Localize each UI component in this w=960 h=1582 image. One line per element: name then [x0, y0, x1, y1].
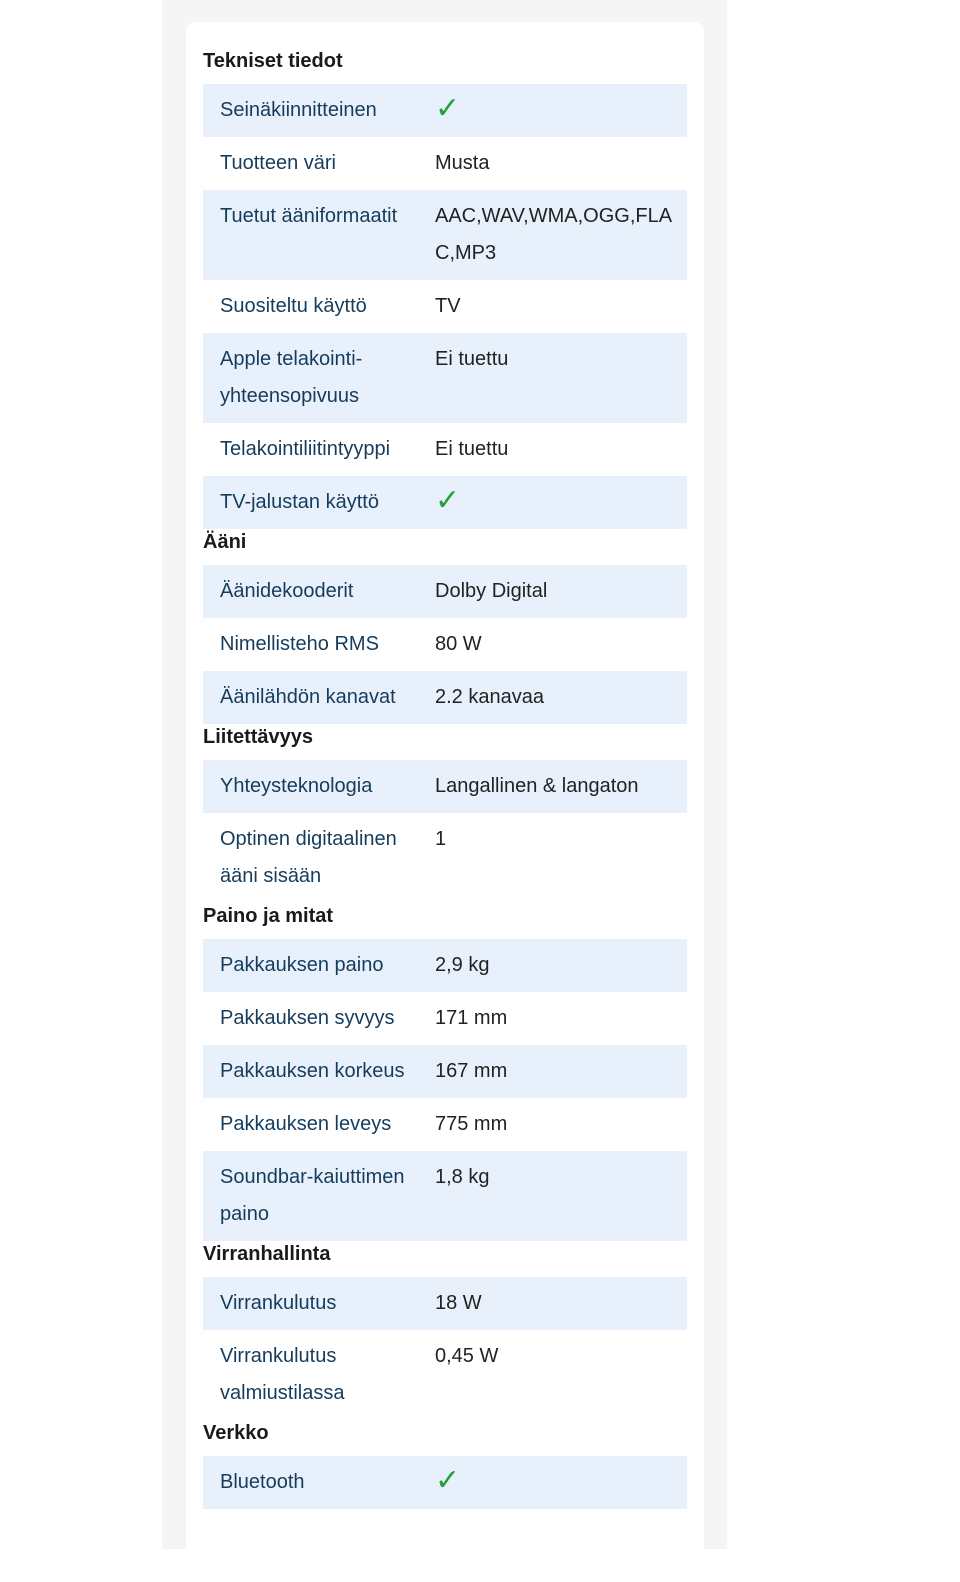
spec-value: 1,8 kg: [435, 1166, 490, 1188]
spec-value: 2,9 kg: [435, 954, 490, 976]
spec-row: [203, 190, 687, 280]
spec-row: [203, 333, 687, 423]
spec-label: Apple telakointi-yhteensopivuus: [220, 348, 363, 407]
section-title: Virranhallinta: [203, 1243, 331, 1265]
spec-card: [186, 22, 704, 1582]
spec-value: 1: [435, 828, 447, 850]
spec-row: [203, 760, 687, 813]
spec-row: [203, 1456, 687, 1509]
spec-row: [203, 84, 687, 137]
spec-row: [203, 137, 687, 190]
spec-value: Musta: [435, 152, 490, 174]
section-title: Liitettävyys: [203, 726, 314, 748]
spec-label: Äänidekooderit: [220, 580, 354, 602]
page-background: [162, 0, 727, 1549]
spec-row: [203, 618, 687, 671]
spec-row: [203, 1277, 687, 1330]
spec-row: [203, 280, 687, 333]
spec-label: Bluetooth: [220, 1471, 305, 1493]
spec-value: Dolby Digital: [435, 580, 548, 602]
checkmark-icon: ✓: [435, 1464, 461, 1497]
spec-label: Optinen digitaalinen ääni sisään: [220, 828, 397, 887]
spec-label: Virrankulutus valmiustilassa: [220, 1345, 345, 1404]
spec-label: Pakkauksen syvyys: [220, 1007, 395, 1029]
spec-value: 167 mm: [435, 1060, 508, 1082]
spec-label: Pakkauksen korkeus: [220, 1060, 405, 1082]
spec-value: AAC,WAV,WMA,OGG,FLAC,MP3: [435, 205, 673, 264]
spec-row: [203, 1151, 687, 1241]
spec-row: [203, 1330, 687, 1420]
spec-row: [203, 1098, 687, 1151]
spec-label: Tuotteen väri: [220, 152, 336, 174]
spec-value: 2.2 kanavaa: [435, 686, 544, 708]
spec-row: [203, 476, 687, 529]
spec-label: TV-jalustan käyttö: [220, 491, 379, 513]
spec-value: 775 mm: [435, 1113, 508, 1135]
spec-value: Ei tuettu: [435, 438, 509, 460]
spec-label: Seinäkiinnitteinen: [220, 99, 377, 121]
spec-label: Soundbar-kaiuttimen paino: [220, 1166, 405, 1225]
spec-row: [203, 565, 687, 618]
spec-label: Äänilähdön kanavat: [220, 686, 396, 708]
spec-label: Yhteysteknologia: [220, 775, 373, 797]
spec-value: 18 W: [435, 1292, 482, 1314]
spec-label: Suositeltu käyttö: [220, 295, 367, 317]
spec-value: 80 W: [435, 633, 482, 655]
spec-row: [203, 813, 687, 903]
spec-value: 171 mm: [435, 1007, 508, 1029]
spec-row: [203, 992, 687, 1045]
spec-label: Pakkauksen leveys: [220, 1113, 392, 1135]
section-title: Tekniset tiedot: [203, 50, 343, 72]
checkmark-icon: ✓: [435, 92, 461, 125]
spec-label: Virrankulutus: [220, 1292, 337, 1314]
spec-value: TV: [435, 295, 461, 317]
spec-value: 0,45 W: [435, 1345, 499, 1367]
spec-value: Ei tuettu: [435, 348, 509, 370]
section-title: Paino ja mitat: [203, 905, 334, 927]
spec-label: Tuetut ääniformaatit: [220, 205, 398, 227]
spec-row: [203, 1045, 687, 1098]
spec-label: Pakkauksen paino: [220, 954, 384, 976]
spec-label: Nimellisteho RMS: [220, 633, 379, 655]
section-title: Ääni: [203, 531, 247, 553]
checkmark-icon: ✓: [435, 484, 461, 517]
section-title: Verkko: [203, 1422, 269, 1444]
spec-label: Telakointiliitintyyppi: [220, 438, 391, 460]
spec-row: [203, 939, 687, 992]
spec-value: Langallinen & langaton: [435, 775, 639, 797]
spec-content: [203, 48, 687, 1509]
spec-row: [203, 671, 687, 724]
spec-row: [203, 423, 687, 476]
